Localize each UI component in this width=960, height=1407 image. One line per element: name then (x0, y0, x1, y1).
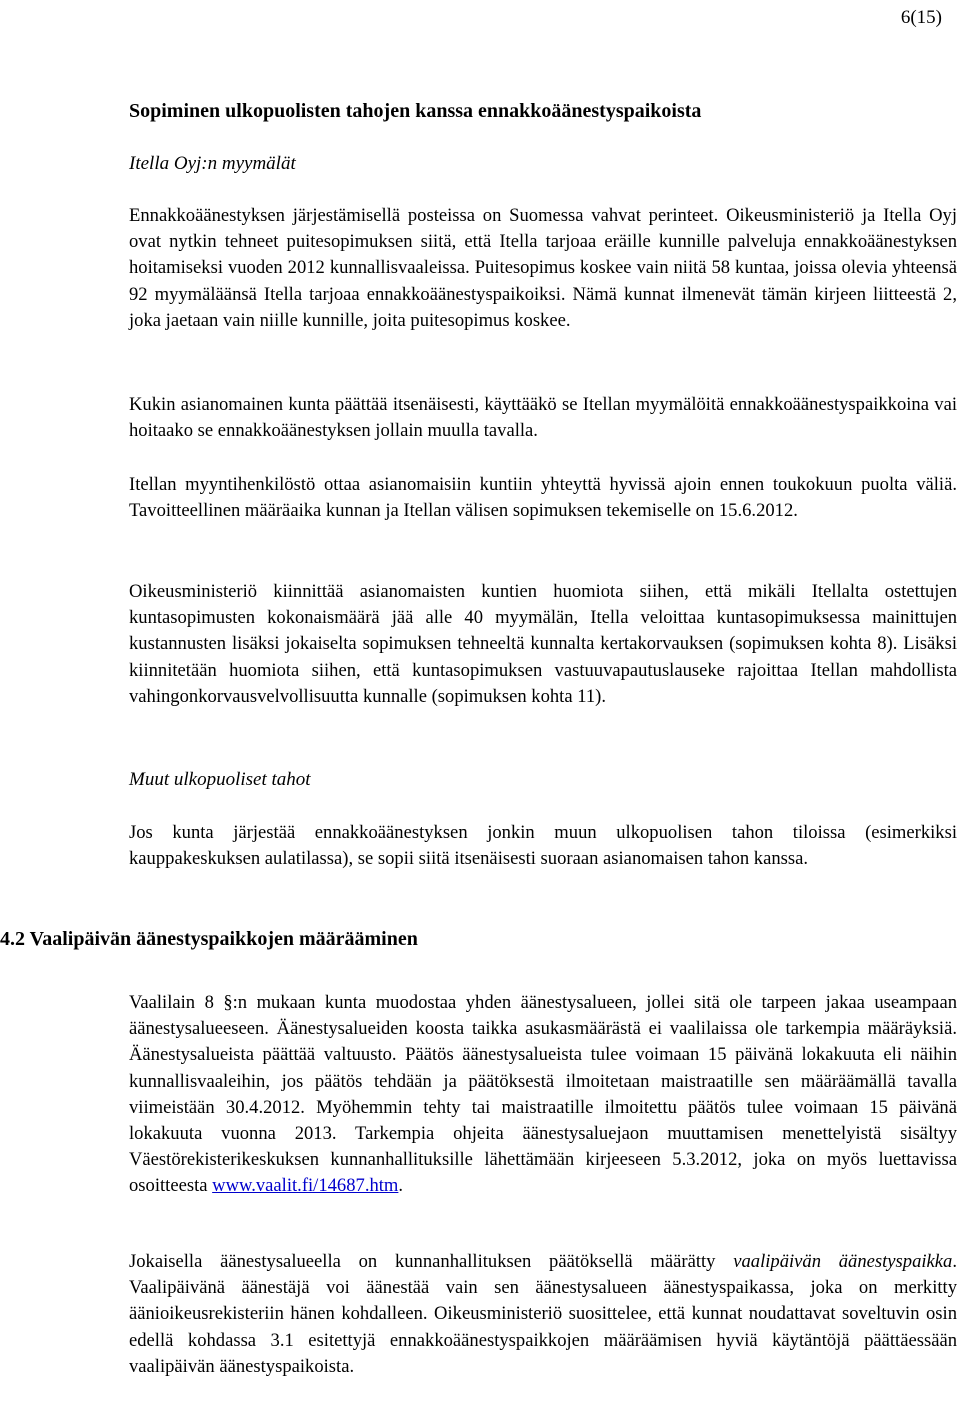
section-title: Sopiminen ulkopuolisten tahojen kanssa ennakkoäänestyspaikoista (129, 100, 702, 122)
section-heading-4-2: 4.2 Vaalipäivän äänestyspaikkojen määrääminen (0, 928, 418, 950)
term-election-day-place: vaalipäivän äänestyspaikka (733, 1251, 953, 1272)
page-number: 6(15) (900, 7, 942, 28)
paragraph-other-parties: Jos kunta järjestää ennakkoäänestyksen jonkin muun ulkopuolisen tahon tiloissa (esimerkiksi kauppakeskuksen aulatilassa), se sopii siitä itsenäisesti suoraan asianomaisen tahon kanssa. (129, 822, 957, 870)
paragraph-voting-districts (129, 990, 957, 1200)
paragraph-voting-districts-end: . (398, 1175, 404, 1197)
paragraph-election-day-rest: . Vaalipäivänä äänestäjä voi äänestää vain sen äänestysalueen äänestyspaikassa, joka on merkitty äänioikeusrekisteriin hänen kohdalleen. Oikeusministeriö suosittelee, että kunnat noudattavat soveltuvin osin edellä kohdassa 3.1 esitettyjä ennakkoäänestyspaikkojen määräämisen hyviä käytäntöjä päättäessään vaalipäivän äänestyspaikoista. (129, 1251, 958, 1377)
paragraph-itella-intro: Ennakkoäänestyksen järjestämisellä posteissa on Suomessa vahvat perinteet. Oikeusministeriö ja Itella Oyj ovat nytkin tehneet puitesopimuksen siitä, että Itella tarjoaa eräille kunnille palveluja ennakkoäänestyksen hoitamiseksi vuoden 2012 kunnallisvaaleissa. Puitesopimus koskee vain niitä 58 kuntaa, joissa olevia yhteensä 92 myymäläänsä Itella tarjoaa ennakkoäänestyspaikoiksi. Nämä kunnat ilmenevät tämän kirjeen liitteestä 2, joka jaetaan vain niille kunnille, joita puitesopimus koskee. (129, 205, 957, 331)
paragraph-municipality-decision: Kukin asianomainen kunta päättää itsenäisesti, käyttääkö se Itellan myymälöitä ennakkoäänestyspaikkoina vai hoitaako se ennakkoäänestyksen jollain muulla tavalla. (129, 394, 957, 442)
subheading-itella: Itella Oyj:n myymälät (129, 153, 296, 174)
paragraph-compensation: Oikeusministeriö kiinnittää asianomaisten kuntien huomiota siihen, että mikäli Itellalta ostettujen kuntasopimusten kokonaismäärä jää alle 40 myymälän, Itella veloittaa kuntasopimuksessa mainittujen kustannusten lisäksi jokaiselta sopimuksen tehneeltä kunnalta kertakorvauksen (sopimuksen kohta 8). Lisäksi kiinnitetään huomiota siihen, että kuntasopimuksen vastuuvapautuslauseke rajoittaa Itellan mahdollista vahingonkorvausvelvollisuutta kunnalle (sopimuksen kohta 11). (129, 581, 957, 707)
vaalit-link[interactable]: www.vaalit.fi/14687.htm (212, 1175, 399, 1197)
paragraph-election-day-place (129, 1249, 957, 1380)
paragraph-election-day-start: Jokaisella äänestysalueella on kunnanhallituksen päätöksellä määrätty (129, 1251, 734, 1272)
paragraph-sales-contact: Itellan myyntihenkilöstö ottaa asianomaisiin kuntiin yhteyttä hyvissä ajoin ennen toukokuun puolta väliä. Tavoitteellinen määräaika kunnan ja Itellan välisen sopimuksen tekemiselle on 15.6.2012. (129, 474, 957, 522)
subheading-other-parties: Muut ulkopuoliset tahot (129, 769, 311, 790)
paragraph-voting-districts-text: Vaalilain 8 §:n mukaan kunta muodostaa yhden äänestysalueen, jollei sitä ole tarpeen jakaa useampaan äänestysalueeseen. Äänestysalueiden koosta taikka asukasmäärästä ei vaalilaissa ole tarkempia määräyksiä. Äänestysalueista päättää valtuusto. Päätös äänestysalueista tulee voimaan 15 päivänä lokakuuta eli näihin kunnallisvaaleihin, jos päätös tehdään ja päätöksestä ilmoitetaan maistraatille sen määräämällä tavalla viimeistään 30.4.2012. Myöhemmin tehty tai maistraatille ilmoitettu päätös tulee voimaan 15 päivänä lokakuuta vuonna 2013. Tarkempia ohjeita äänestysaluejaon muuttamisen menettelyistä sisältyy Väestörekisterikeskuksen kunnanhallituksille lähettämään kirjeeseen 5.3.2012, joka on myös luettavissa osoitteesta (129, 992, 957, 1197)
